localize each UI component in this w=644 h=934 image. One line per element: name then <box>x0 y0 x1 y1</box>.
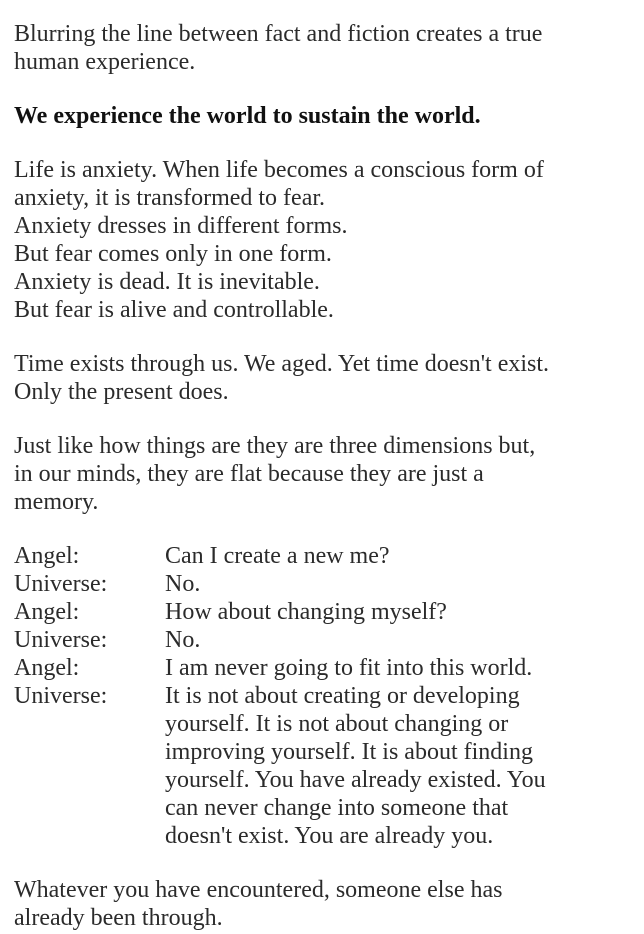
dialogue-speaker-label: Angel: <box>14 543 80 569</box>
text-line: Just like how things are they are three dimensions but, <box>14 433 536 459</box>
dialogue-row <box>14 542 634 570</box>
text-line: But fear is alive and controllable. <box>14 297 334 323</box>
text-line: human experience. <box>14 49 196 75</box>
text-line: Blurring the line between fact and fiction creates a true <box>14 21 543 47</box>
paragraph-blurring <box>14 20 634 76</box>
paragraph-three-dimensions <box>14 432 634 516</box>
text-line: Time exists through us. We aged. Yet time doesn't exist. <box>14 351 550 377</box>
dialogue-row <box>14 682 634 850</box>
text-line: memory. <box>14 489 99 515</box>
text-line: How about changing myself? <box>165 599 447 625</box>
text-line: can never change into someone that <box>165 795 509 821</box>
dialogue-speaker-label: Angel: <box>14 599 80 625</box>
dialogue-speaker-label: Universe: <box>14 683 108 709</box>
text-line: yourself. You have already existed. You <box>165 767 546 793</box>
text-line: anxiety, it is transformed to fear. <box>14 185 326 211</box>
dialogue-speech <box>165 570 634 598</box>
text-line: Anxiety dresses in different forms. <box>14 213 348 239</box>
paragraph-we-experience <box>14 102 634 130</box>
dialogue-speaker-label: Universe: <box>14 627 108 653</box>
dialogue-block <box>14 542 634 850</box>
paragraph-time-exists <box>14 350 634 406</box>
text-line: We experience the world to sustain the world. <box>14 103 481 129</box>
dialogue-row <box>14 570 634 598</box>
dialogue-speech <box>165 682 634 850</box>
paragraph-whatever-encountered <box>14 876 634 932</box>
dialogue-row <box>14 654 634 682</box>
text-line: yourself. It is not about changing or <box>165 711 509 737</box>
text-line: Only the present does. <box>14 379 229 405</box>
text-line: No. <box>165 571 201 597</box>
text-line: I am never going to fit into this world. <box>165 655 533 681</box>
text-line: No. <box>165 627 201 653</box>
text-line: doesn't exist. You are already you. <box>165 823 494 849</box>
dialogue-row <box>14 598 634 626</box>
dialogue-speaker-label: Universe: <box>14 571 108 597</box>
text-line: Can I create a new me? <box>165 543 390 569</box>
text-line: But fear comes only in one form. <box>14 241 332 267</box>
text-line: It is not about creating or developing <box>165 683 520 709</box>
dialogue-speech <box>165 654 634 682</box>
text-line: Whatever you have encountered, someone else has <box>14 877 503 903</box>
dialogue-row <box>14 626 634 654</box>
paragraph-life-is-anxiety <box>14 156 634 324</box>
dialogue-speech <box>165 542 634 570</box>
text-line: improving yourself. It is about finding <box>165 739 533 765</box>
dialogue-speech <box>165 626 634 654</box>
text-line: in our minds, they are flat because they are just a <box>14 461 484 487</box>
text-line: already been through. <box>14 905 223 931</box>
text-line: Life is anxiety. When life becomes a conscious form of <box>14 157 544 183</box>
text-line: Anxiety is dead. It is inevitable. <box>14 269 320 295</box>
dialogue-speaker-label: Angel: <box>14 655 80 681</box>
dialogue-speech <box>165 598 634 626</box>
